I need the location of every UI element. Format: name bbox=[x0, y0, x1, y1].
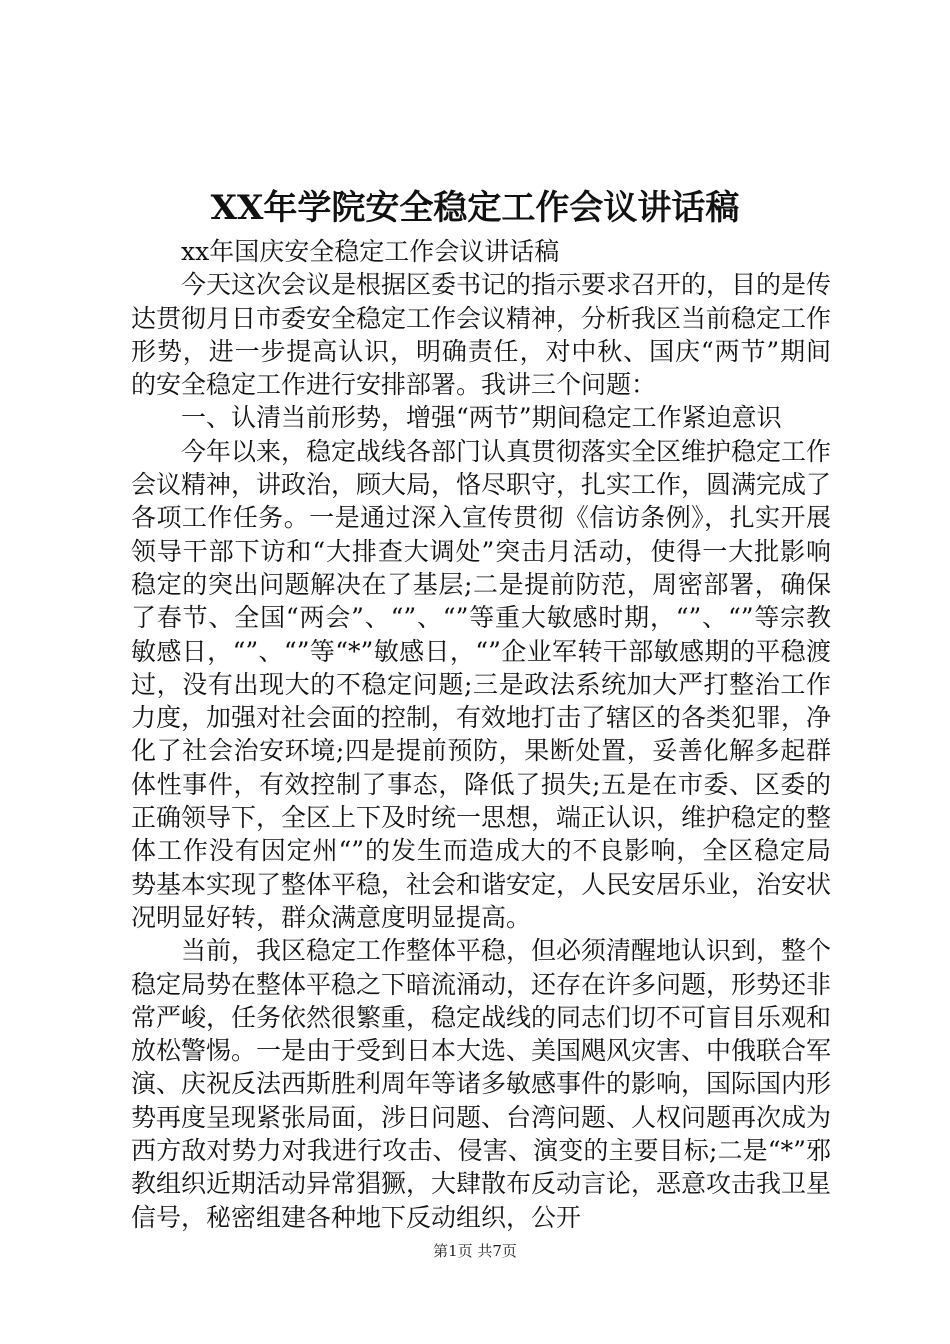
intro-paragraph: 今天这次会议是根据区委书记的指示要求召开的，目的是传达贯彻月日市委安全稳定工作会议精神，分析我区当前稳定工作形势，进一步提高认识，明确责任，对中秋、国庆“两节”期间的安全稳定工作进行安排部署。我讲三个问题： bbox=[131, 270, 832, 400]
document-body bbox=[131, 235, 831, 1234]
subtitle-paragraph: xx年国庆安全稳定工作会议讲话稿 bbox=[181, 237, 560, 266]
page-number-footer: 第1页 共7页 bbox=[433, 1242, 517, 1260]
document-title: XX年学院安全稳定工作会议讲话稿 bbox=[210, 188, 740, 228]
body-paragraph: 今年以来，稳定战线各部门认真贯彻落实全区维护稳定工作会议精神，讲政治，顾大局，恪尽职守，扎实工作，圆满完成了各项工作任务。一是通过深入宣传贯彻《信访条例》，扎实开展领导干部下访和“大排查大调处”突击月活动，使得一大批影响稳定的突出问题解决在了基层;二是提前防范，周密部署，确保了春节、全国“两会”、“”、“”等重大敏感时期，“”、“”等宗教敏感日，“”、“”等“*”敏感日，“”企业军转干部敏感期的平稳渡过，没有出现大的不稳定问题;三是政法系统加大严打整治工作力度，加强对社会面的控制，有效地打击了辖区的各类犯罪，净化了社会治安环境;四是提前预防，果断处置，妥善化解多起群体性事件，有效控制了事态，降低了损失;五是在市委、区委的正确领导下，全区上下及时统一思想，端正认识，维护稳定的整体工作没有因定州“”的发生而造成大的不良影响，全区稳定局势基本实现了整体平稳，社会和谐安定，人民安居乐业，治安状况明显好转，群众满意度明显提高。 bbox=[131, 436, 832, 932]
body-paragraph: 当前，我区稳定工作整体平稳，但必须清醒地认识到，整个稳定局势在整体平稳之下暗流涌动，还存在许多问题，形势还非常严峻，任务依然很繁重，稳定战线的同志们切不可盲目乐观和放松警惕。一是由于受到日本大选、美国飓风灾害、中俄联合军演、庆祝反法西斯胜利周年等诸多敏感事件的影响，国际国内形势再度呈现紧张局面，涉日问题、台湾问题、人权问题再次成为西方敌对势力对我进行攻击、侵害、演变的主要目标;二是“*”邪教组织近期活动异常猖獗，大肆散布反动言论，恶意攻击我卫星信号，秘密组建各种地下反动组织，公开 bbox=[131, 936, 832, 1232]
section-heading: 一、认清当前形势，增强“两节”期间稳定工作紧迫意识 bbox=[181, 403, 782, 433]
